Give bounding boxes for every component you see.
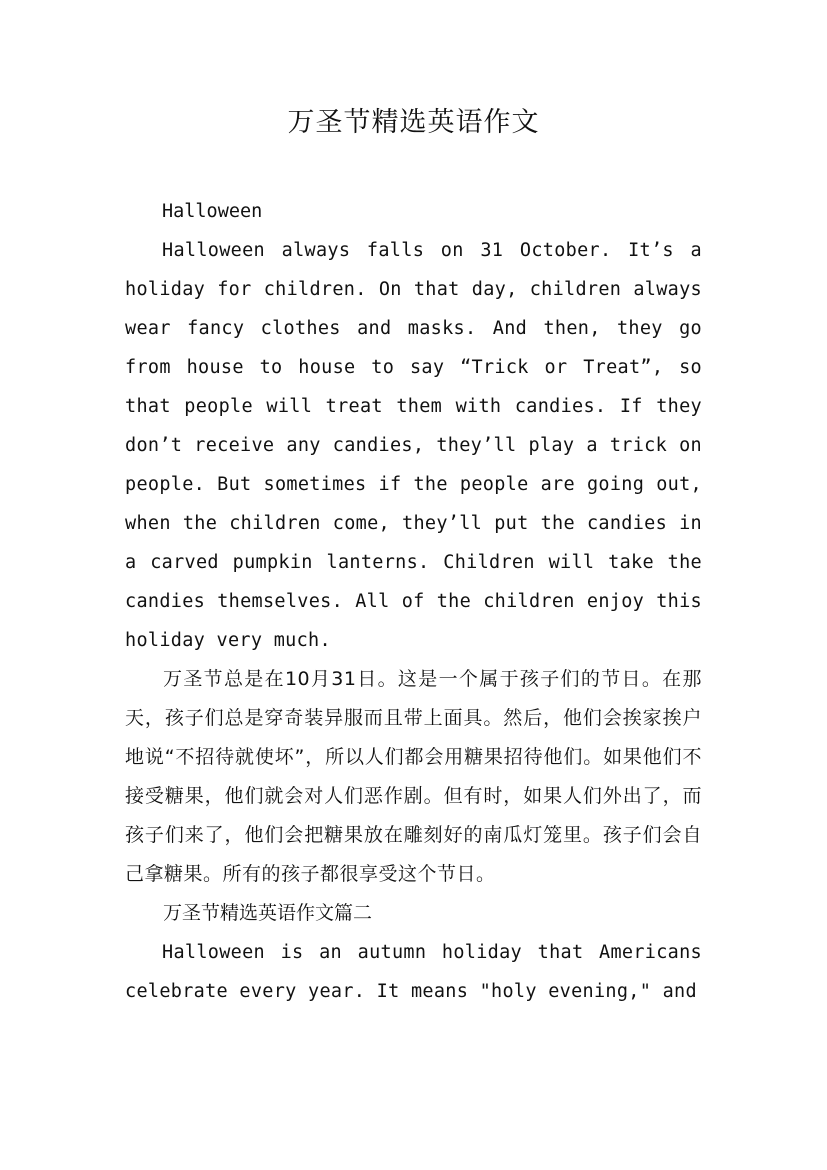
chinese-paragraph-1: 万圣节总是在10月31日。这是一个属于孩子们的节日。在那天，孩子们总是穿奇装异服而且带上面具。然后，他们会挨家挨户地说“不招待就使坏”，所以人们都会用糖果招待他们。如果他们不接受糖果，他们就会对人们恶作剧。但有时，如果人们外出了，而孩子们来了，他们会把糖果放在雕刻好的南瓜灯笼里。孩子们会自己拿糖果。所有的孩子都很享受这个节日。 <box>125 668 702 885</box>
document-title: 万圣节精选英语作文 <box>287 107 540 138</box>
english-paragraph-1: Halloween always falls on 31 October. It’s a holiday for children. On that day, children always wear fancy clothes and masks. And then, they go from house to house to say “Trick or Treat”, so that people will treat them with candies. If they don’t receive any candies, they’ll play a trick on people. But sometimes if the people are going out, when the children come, they’ll put the candies in a carved pumpkin lanterns. Children will take the candies themselves. All of the children enjoy this holiday very much. <box>125 240 702 651</box>
english-paragraph-2: Halloween is an autumn holiday that Americans celebrate every year. It means "holy evening," and <box>125 942 702 1002</box>
section-heading-part-two: 万圣节精选英语作文篇二 <box>163 902 373 924</box>
section-heading-halloween: Halloween <box>162 201 263 222</box>
document-body <box>125 192 702 1011</box>
